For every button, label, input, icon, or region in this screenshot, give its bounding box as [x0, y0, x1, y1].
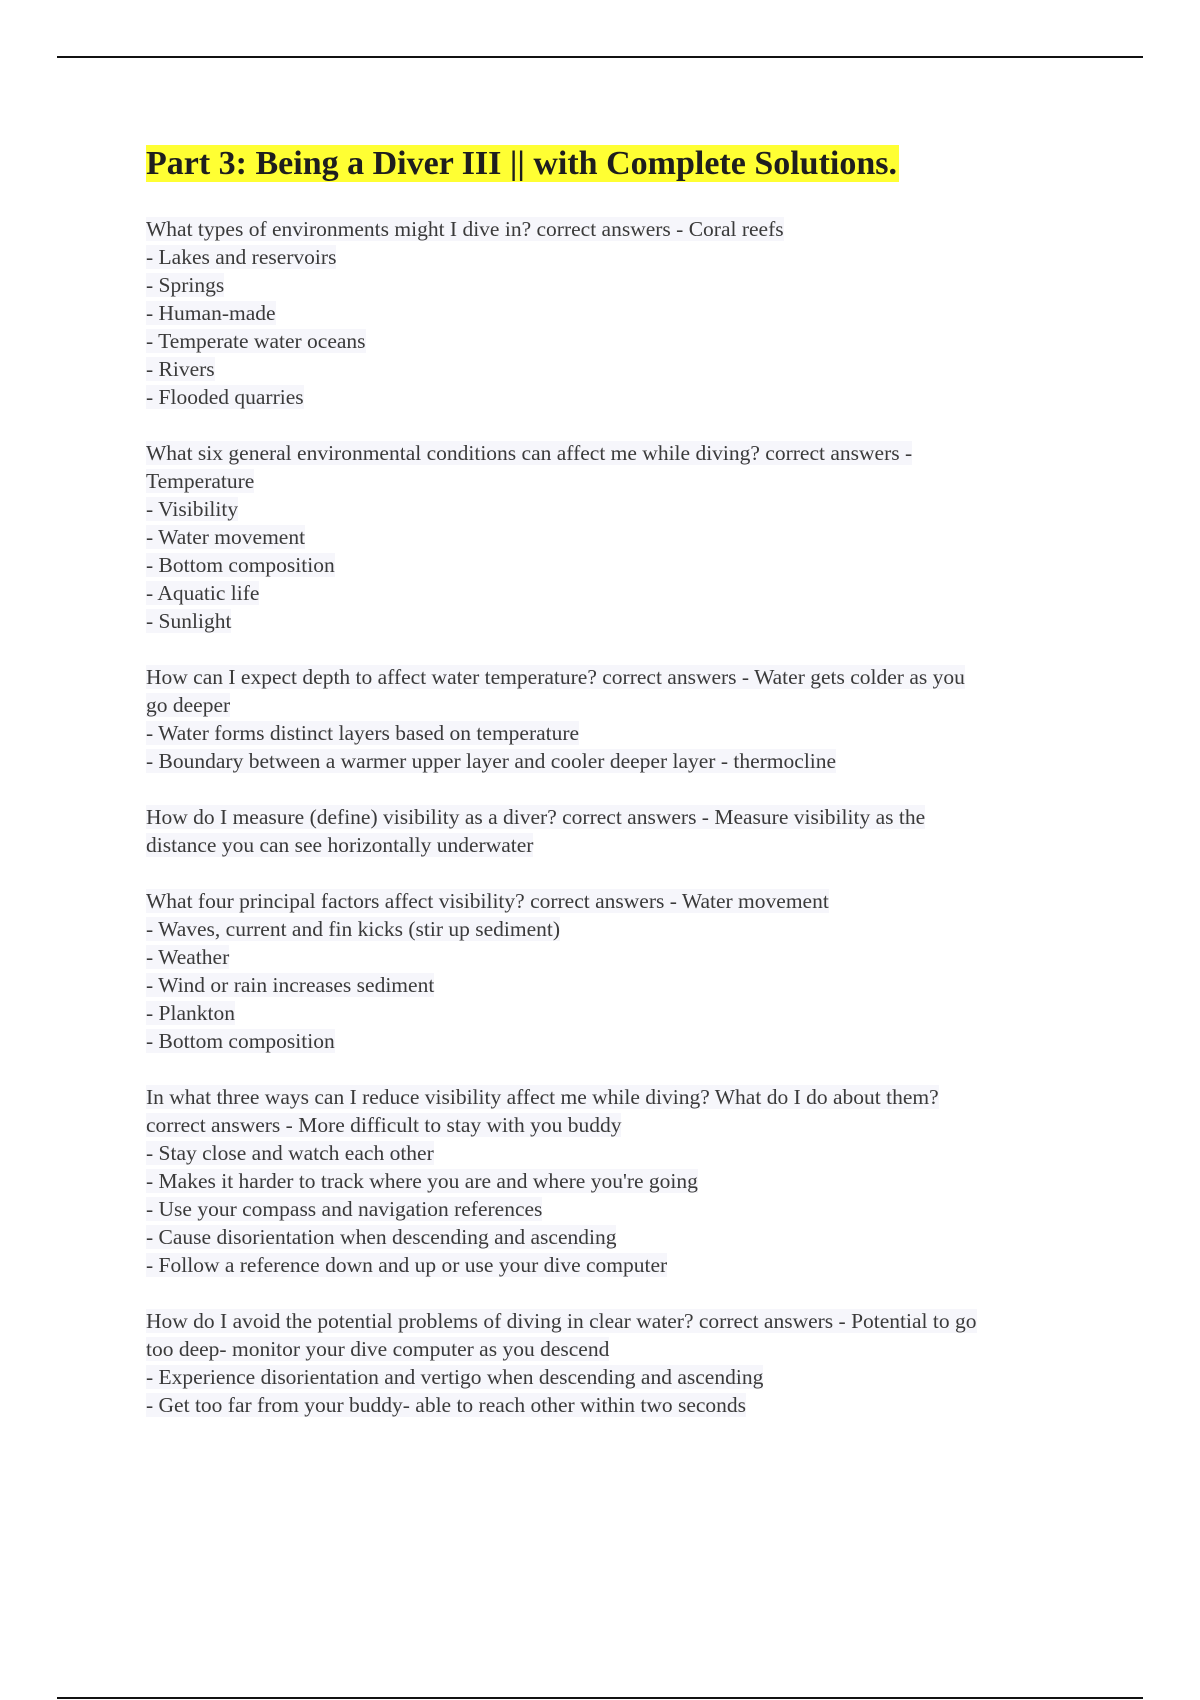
- document-body: [146, 143, 1106, 1447]
- answer-line: - Flooded quarries: [146, 385, 304, 409]
- qa-block: [146, 439, 1106, 635]
- answer-line: - Boundary between a warmer upper layer and cooler deeper layer - thermocline: [146, 749, 837, 773]
- answer-line: distance you can see horizontally underwater: [146, 833, 534, 857]
- question-line: What four principal factors affect visibility? correct answers - Water movement: [146, 889, 829, 913]
- answer-line: correct answers - More difficult to stay with you buddy: [146, 1113, 622, 1137]
- answer-line: - Cause disorientation when descending and ascending: [146, 1225, 617, 1249]
- answer-line: - Springs: [146, 273, 225, 297]
- answer-line: go deeper: [146, 693, 231, 717]
- answer-line: - Water forms distinct layers based on temperature: [146, 721, 580, 745]
- answer-line: - Bottom composition: [146, 1029, 335, 1053]
- answer-line: - Rivers: [146, 357, 215, 381]
- answer-line: - Bottom composition: [146, 553, 335, 577]
- answer-line: Temperature: [146, 469, 255, 493]
- answer-line: - Use your compass and navigation references: [146, 1197, 543, 1221]
- qa-block: [146, 887, 1106, 1055]
- document-title: Part 3: Being a Diver III || with Complete Solutions.: [146, 145, 898, 182]
- answer-line: - Wind or rain increases sediment: [146, 973, 435, 997]
- question-line: What six general environmental conditions can affect me while diving? correct answers -: [146, 441, 913, 465]
- answer-line: - Makes it harder to track where you are and where you're going: [146, 1169, 698, 1193]
- answer-line: - Lakes and reservoirs: [146, 245, 337, 269]
- qa-block: [146, 803, 1106, 859]
- question-line: How do I measure (define) visibility as a diver? correct answers - Measure visibility as the: [146, 805, 926, 829]
- qa-block: [146, 663, 1106, 775]
- answer-line: - Get too far from your buddy- able to reach other within two seconds: [146, 1393, 747, 1417]
- question-line: What types of environments might I dive in? correct answers - Coral reefs: [146, 217, 784, 241]
- answer-line: - Stay close and watch each other: [146, 1141, 434, 1165]
- question-line: In what three ways can I reduce visibility affect me while diving? What do I do about them?: [146, 1085, 939, 1109]
- header-rule: [57, 56, 1143, 58]
- answer-line: - Follow a reference down and up or use your dive computer: [146, 1253, 668, 1277]
- qa-block: [146, 1307, 1106, 1419]
- qa-block: [146, 215, 1106, 411]
- qa-sections: [146, 215, 1106, 1419]
- answer-line: - Plankton: [146, 1001, 235, 1025]
- answer-line: - Visibility: [146, 497, 239, 521]
- answer-line: - Sunlight: [146, 609, 232, 633]
- answer-line: - Weather: [146, 945, 230, 969]
- question-line: How do I avoid the potential problems of diving in clear water? correct answers - Potential to go: [146, 1309, 977, 1333]
- answer-line: - Water movement: [146, 525, 306, 549]
- answer-line: - Temperate water oceans: [146, 329, 366, 353]
- answer-line: too deep- monitor your dive computer as you descend: [146, 1337, 610, 1361]
- answer-line: - Aquatic life: [146, 581, 260, 605]
- question-line: How can I expect depth to affect water temperature? correct answers - Water gets colder as you: [146, 665, 965, 689]
- footer-rule: [57, 1697, 1143, 1699]
- answer-line: - Experience disorientation and vertigo when descending and ascending: [146, 1365, 764, 1389]
- answer-line: - Waves, current and fin kicks (stir up sediment): [146, 917, 561, 941]
- qa-block: [146, 1083, 1106, 1279]
- answer-line: - Human-made: [146, 301, 276, 325]
